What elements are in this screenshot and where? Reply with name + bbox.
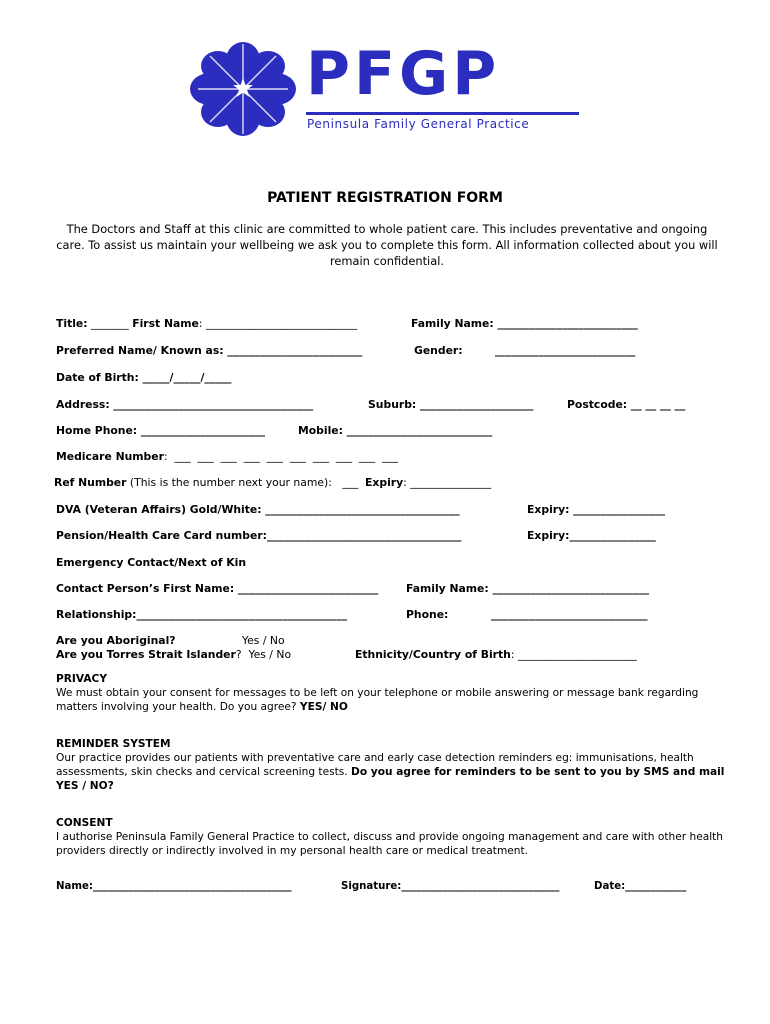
dva-expiry-field[interactable]: Expiry: _________________ — [527, 503, 665, 516]
ref-number-hint: (This is the number next your name): ___ — [126, 476, 359, 489]
logo-divider — [306, 112, 579, 115]
dva-field[interactable]: DVA (Veteran Affairs) Gold/White: ____________________________________ — [56, 503, 460, 516]
home-phone-field[interactable]: Home Phone: _______________________ — [56, 424, 266, 437]
logo-wordmark: PFGP — [306, 39, 501, 109]
ref-expiry-label: Expiry — [365, 476, 404, 489]
consent-section — [56, 816, 726, 858]
first-name-blank: : ____________________________ — [198, 317, 358, 330]
privacy-text: We must obtain your consent for messages to be left on your telephone or mobile answering or message bank regarding matters involving your health. Do you agree? — [56, 687, 699, 713]
phone-label: Phone: — [406, 608, 449, 621]
first-name-label: First Name — [132, 317, 199, 330]
ethnicity-field[interactable] — [355, 648, 637, 662]
title-label: Title: — [56, 317, 88, 330]
privacy-heading: PRIVACY — [56, 673, 107, 685]
phone-field[interactable]: _____________________________ — [491, 608, 648, 621]
privacy-text-wrap — [56, 686, 726, 714]
reminder-text-wrap — [56, 751, 726, 793]
reminder-section — [56, 737, 726, 793]
reminder-heading: REMINDER SYSTEM — [56, 738, 171, 750]
title-field[interactable] — [56, 317, 357, 331]
torres-strait-question[interactable] — [56, 648, 291, 662]
reminder-text: Our practice provides our patients with preventative care and early case detection reminders eg: immunisations, health assessments, skin checks and cervical screening tests. — [56, 752, 694, 778]
form-title: PATIENT REGISTRATION FORM — [267, 190, 503, 206]
dob-field[interactable]: Date of Birth: _____/_____/_____ — [56, 371, 232, 384]
gender-field[interactable]: __________________________ — [495, 344, 636, 357]
family-name-field[interactable]: Family Name: __________________________ — [411, 317, 638, 330]
date-field[interactable]: Date:____________ — [594, 881, 687, 892]
pension-card-field[interactable]: Pension/Health Care Card number:____________________________________ — [56, 529, 462, 542]
ethnicity-label: Ethnicity/Country of Birth — [355, 648, 511, 661]
contact-first-name-field[interactable]: Contact Person’s First Name: __________________________ — [56, 582, 379, 595]
ref-number-field[interactable] — [54, 476, 358, 490]
ethnicity-blank: : ______________________ — [510, 648, 637, 661]
ref-expiry-blank: : _______________ — [403, 476, 492, 489]
torres-strait-options: ? Yes / No — [235, 648, 292, 661]
torres-strait-label: Are you Torres Strait Islander — [56, 648, 236, 661]
consent-text: I authorise Peninsula Family General Practice to collect, discuss and provide ongoing management and care with other health providers directly or indirectly involved in my personal health care or medical treatment. — [56, 831, 724, 857]
pension-expiry-field[interactable]: Expiry:________________ — [527, 529, 656, 542]
consent-heading: CONSENT — [56, 817, 113, 829]
privacy-answer[interactable]: YES/ NO — [299, 701, 348, 713]
signature-field[interactable]: Signature:_______________________________ — [341, 881, 560, 892]
intro-paragraph: The Doctors and Staff at this clinic are committed to whole patient care. This includes preventative and ongoing care. To assist us maintain your wellbeing we ask you to complete this form. All information collected about you will remain confidential. — [56, 222, 718, 268]
flower-star-icon — [188, 42, 298, 136]
contact-family-name-field[interactable]: Family Name: _____________________________ — [406, 582, 650, 595]
mobile-field[interactable]: Mobile: ___________________________ — [298, 424, 493, 437]
aboriginal-question: Are you Aboriginal? — [56, 634, 176, 647]
preferred-name-field[interactable]: Preferred Name/ Known as: _________________________ — [56, 344, 363, 357]
title-blank: _______ — [87, 317, 133, 330]
reminder-question[interactable]: Do you agree for reminders to be sent to you by SMS and mail YES / NO? — [56, 766, 725, 792]
address-field[interactable]: Address: _____________________________________ — [56, 398, 314, 411]
ref-expiry-field[interactable] — [365, 476, 491, 490]
medicare-label: Medicare Number — [56, 450, 164, 463]
practice-logo — [188, 39, 588, 136]
name-field[interactable]: Name:_______________________________________ — [56, 881, 292, 892]
logo-subtitle: Peninsula Family General Practice — [307, 117, 530, 131]
medicare-blank: : ___ ___ ___ ___ ___ ___ ___ ___ ___ ___ — [163, 450, 399, 463]
postcode-field[interactable]: Postcode: __ __ __ __ — [567, 398, 686, 411]
aboriginal-options[interactable]: Yes / No — [242, 634, 285, 647]
relationship-field[interactable]: Relationship:_______________________________________ — [56, 608, 347, 621]
ref-number-label: Ref Number — [54, 476, 127, 489]
suburb-field[interactable]: Suburb: _____________________ — [368, 398, 534, 411]
medicare-field[interactable] — [56, 450, 398, 464]
gender-label: Gender: — [414, 344, 463, 357]
privacy-section — [56, 672, 726, 714]
emergency-contact-heading: Emergency Contact/Next of Kin — [56, 556, 247, 569]
